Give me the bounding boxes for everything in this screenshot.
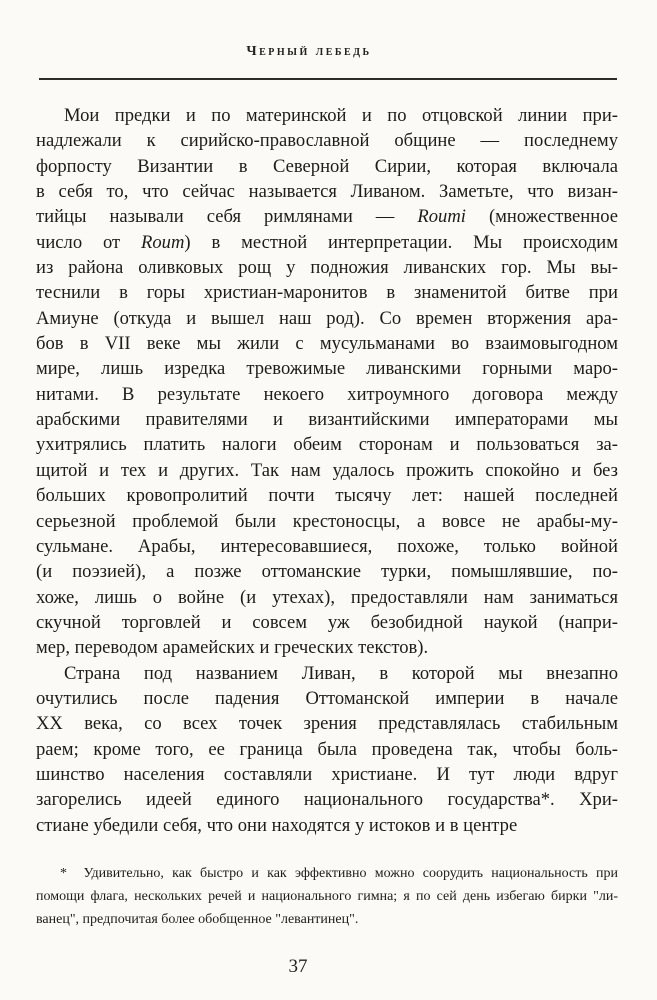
text-line: шинство населения составляли христиане. И тут люди вдруг xyxy=(36,763,618,785)
text-line: число от Roum) в местной интерпретации. Мы происходим xyxy=(36,231,618,253)
text-line: Страна под названием Ливан, в которой мы внезапно xyxy=(64,662,618,684)
text-line: из района оливковых рощ у подножия ливанских гор. Мы вы- xyxy=(36,257,618,279)
text-line: надлежали к сирийско-православной общине — последнему xyxy=(36,130,618,152)
text-line: скучной торговлей и совсем уж безобидной наукой (напри- xyxy=(36,611,618,633)
text-line: (и поэзией), а позже оттоманские турки, помышлявшие, по- xyxy=(36,561,618,583)
text-line: Амиуне (откуда и вышел наш род). Со времен вторжения ара- xyxy=(36,307,618,329)
text-line: * Удивительно, как быстро и как эффективно можно соорудить национальность при xyxy=(60,866,618,881)
text-line: нитами. В результате некоего хитроумного договора между xyxy=(36,383,618,405)
text-line: хоже, лишь о войне (и утехах), предоставляли нам заниматься xyxy=(36,586,618,608)
text-line: мер, переводом арамейских и греческих текстов). xyxy=(36,637,429,659)
text-line: бов в VII веке мы жили с мусульманами во взаимовыгодном xyxy=(36,333,618,355)
text-line: больших кровопролитий почти тысячу лет: нашей последней xyxy=(36,485,618,507)
text-line: форпосту Византии в Северной Сирии, которая включала xyxy=(36,155,618,177)
text-line: мире, лишь изредка тревожимые ливанскими горными маро- xyxy=(36,358,618,380)
footnote xyxy=(36,862,618,931)
text-line: в себя то, что сейчас называется Ливаном. Заметьте, что визан- xyxy=(36,181,618,203)
text-line: арабскими правителями и византийскими императорами мы xyxy=(36,409,618,431)
text-line: сульмане. Арабы, интересовавшиеся, похоже, только войной xyxy=(36,535,618,557)
text-line: XX века, со всех точек зрения представлялась стабильным xyxy=(36,713,618,735)
paragraph xyxy=(36,103,618,661)
text-line: стиане убедили себя, что они находятся у истоков и в центре xyxy=(36,814,518,836)
running-header: Черный лебедь xyxy=(246,44,372,59)
body-text xyxy=(36,103,618,838)
text-line: очутились после падения Оттоманской империи в начале xyxy=(36,687,618,709)
paragraph xyxy=(36,661,618,838)
text-line: теснили в горы христиан-маронитов в знаменитой битве при xyxy=(36,282,618,304)
text-line: Мои предки и по материнской и по отцовской линии при- xyxy=(64,105,618,126)
text-line: ванец", предпочитая более обобщенное "левантинец". xyxy=(36,912,359,927)
text-line: тийцы называли себя римлянами — Roumi (множественное xyxy=(36,206,618,228)
text-line: щитой и тех и других. Так нам удалось прожить спокойно и без xyxy=(36,459,618,481)
page-number: 37 xyxy=(288,956,308,977)
text-line: помощи флага, нескольких речей и национального гимна; я по сей день избегаю бирки "ли- xyxy=(36,889,618,904)
text-line: ухитрялись платить налоги обеим сторонам и пользоваться за- xyxy=(36,434,618,456)
header-rule xyxy=(39,78,617,80)
paragraph xyxy=(36,862,618,931)
text-line: загорелись идеей единого национального государства*. Хри- xyxy=(36,789,618,811)
text-line: серьезной проблемой были крестоносцы, а вовсе не арабы-му- xyxy=(36,510,618,532)
text-line: раем; кроме того, ее граница была проведена так, чтобы боль- xyxy=(36,738,618,760)
